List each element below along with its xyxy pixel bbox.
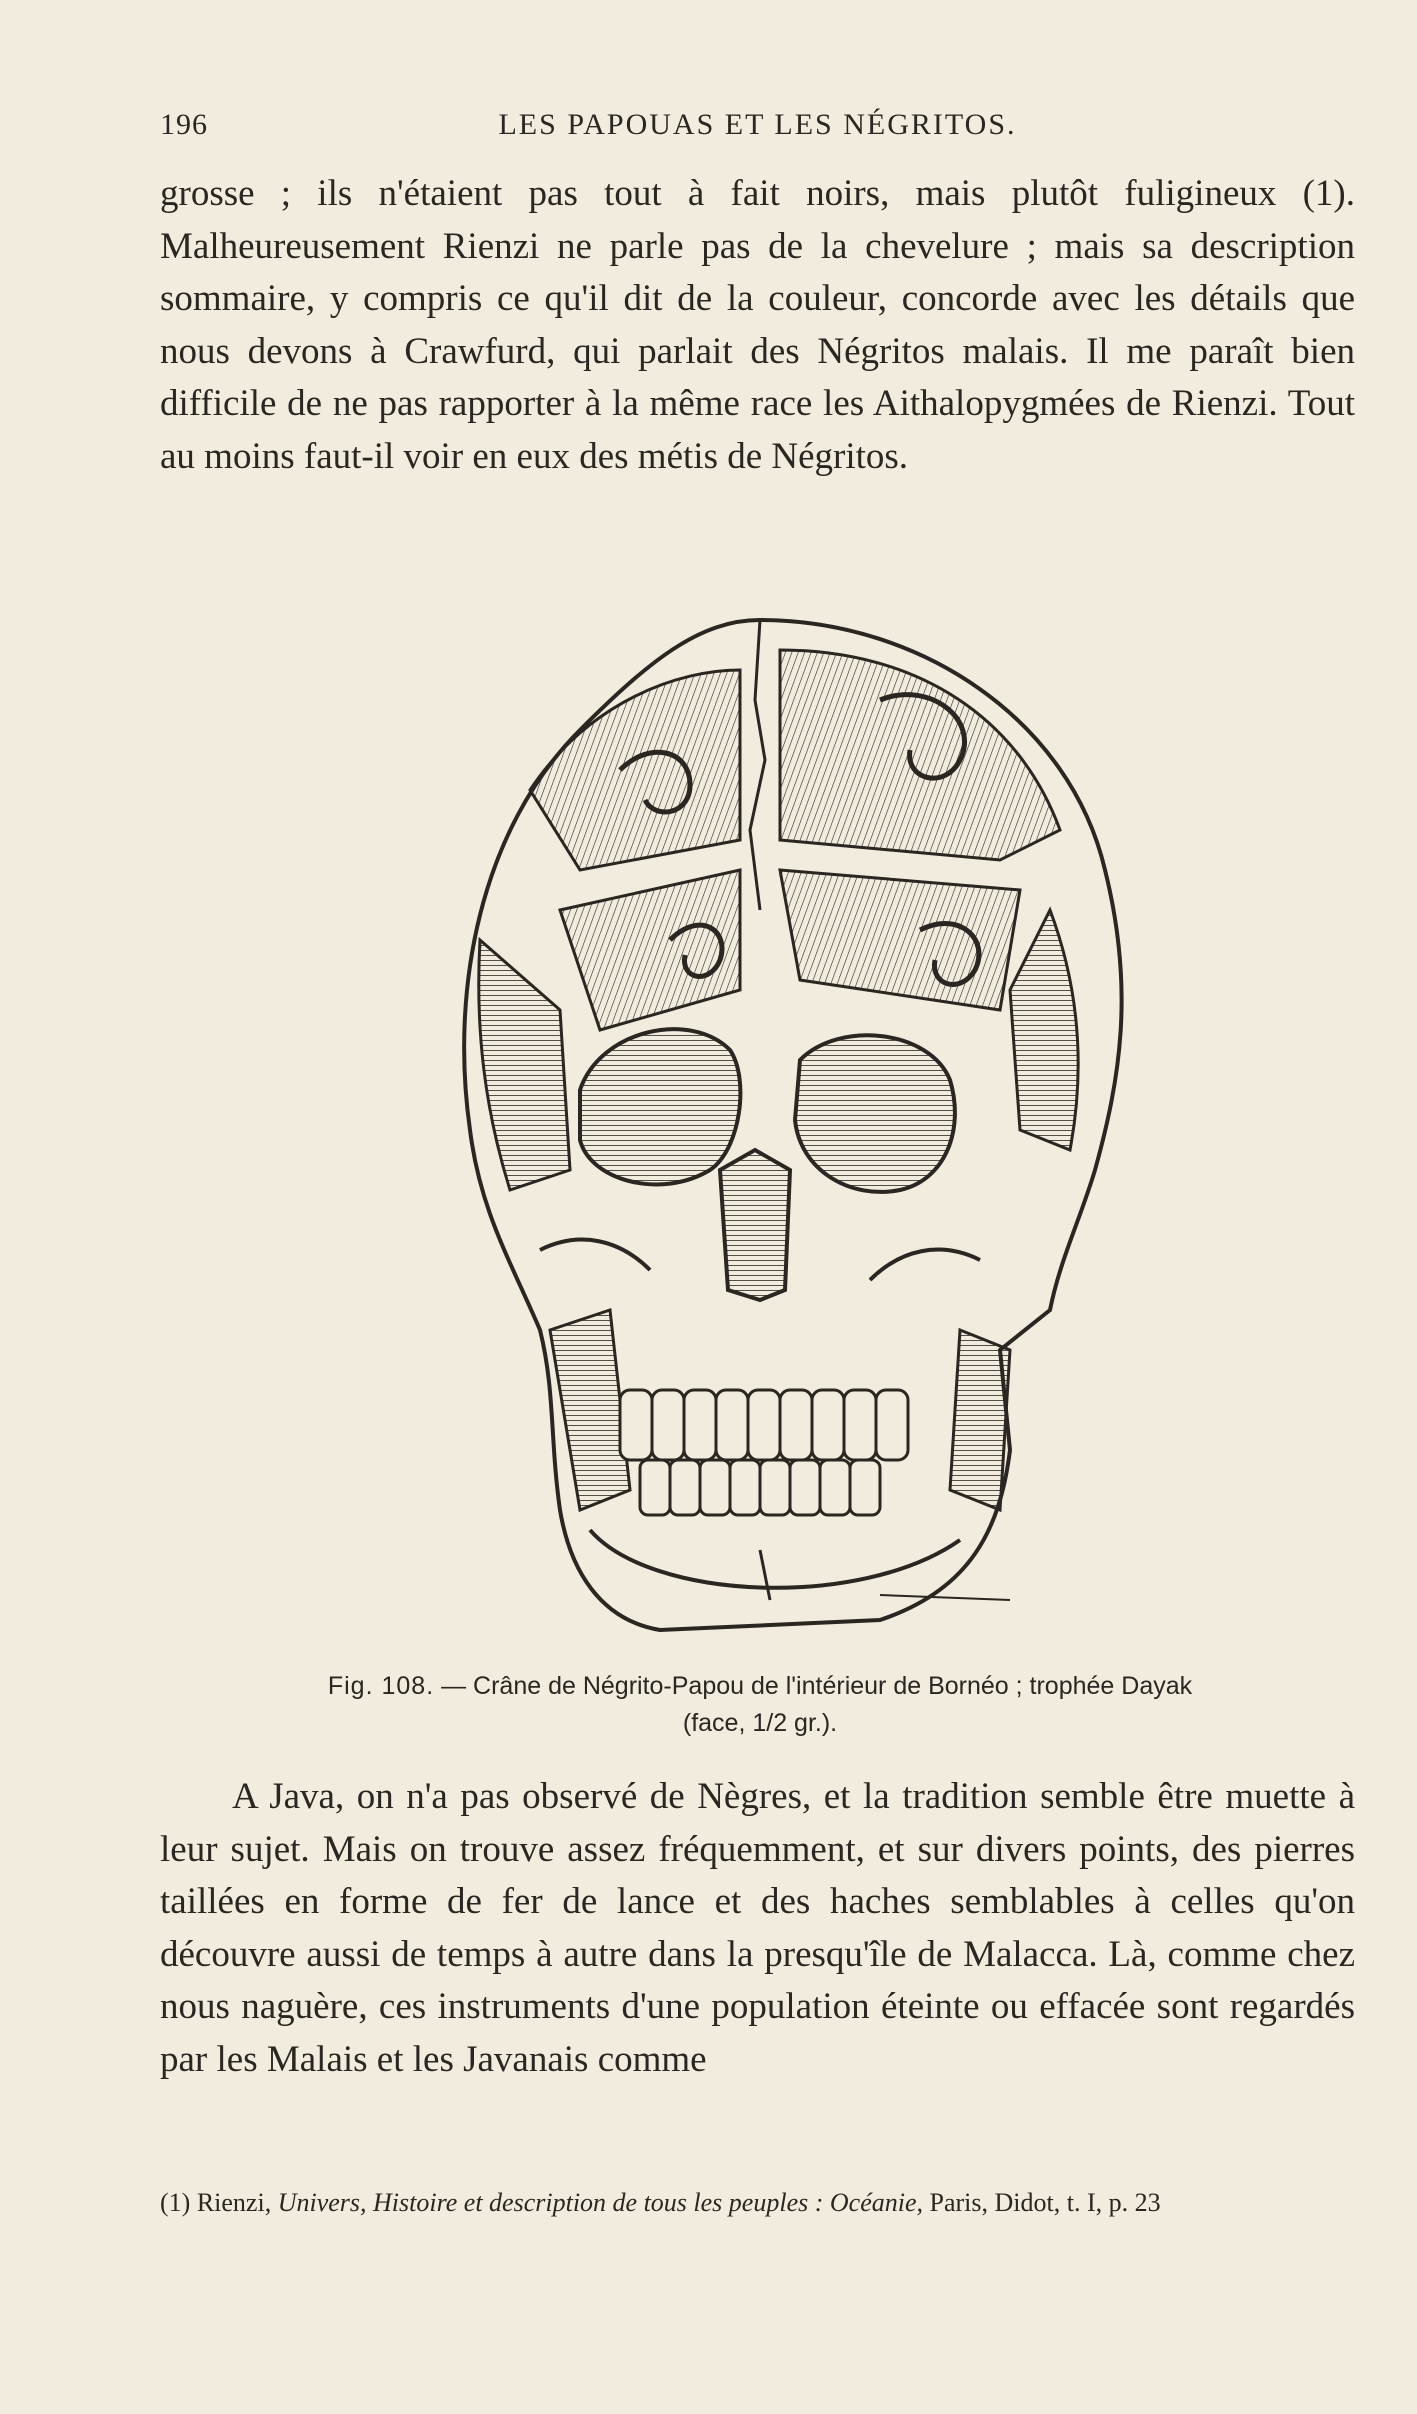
footnote bbox=[160, 2184, 1355, 2222]
skull-engraving bbox=[360, 610, 1160, 1660]
paragraph-text: A Java, on n'a pas observé de Nègres, et la tradition semble être muette à leur sujet. Mais on trouve assez fréquemment, et sur divers points, des pierres taillées en forme de fer de lance et des haches semblables à celles qu'on découvre aussi de temps à autre dans la presqu'île de Malacca. Là, comme chez nous naguère, ces instruments d'une population éteinte ou effacée sont regardés par les Malais et les Javanais comme bbox=[160, 1776, 1355, 2080]
running-title: LES PAPOUAS ET LES NÉGRITOS. bbox=[498, 108, 1017, 141]
figure-caption bbox=[200, 1668, 1320, 1742]
footnote-marker: (1) bbox=[160, 2188, 191, 2217]
paragraph bbox=[160, 1771, 1355, 2086]
footnote-publication: Paris, Didot, t. I, p. 23 bbox=[929, 2188, 1161, 2217]
page-number: 196 bbox=[160, 108, 208, 141]
skull-illustration bbox=[360, 610, 1160, 1660]
footnote-author: Rienzi, bbox=[196, 2188, 272, 2217]
paragraph-continued bbox=[160, 168, 1355, 483]
caption-text: — Crâne de Négrito-Papou de l'intérieur de Bornéo ; trophée Dayak bbox=[441, 1672, 1193, 1700]
footnote-title-2: Histoire et description de tous les peuples : Océanie, bbox=[373, 2188, 924, 2217]
caption-line-1 bbox=[200, 1668, 1320, 1705]
figure-label: Fig. 108. bbox=[327, 1672, 435, 1700]
footnote-title-1: Univers, bbox=[277, 2188, 367, 2217]
footnote-text bbox=[160, 2184, 1355, 2222]
page-header bbox=[160, 108, 1355, 152]
caption-line-2: (face, 1/2 gr.). bbox=[682, 1709, 838, 1737]
paragraph-text: grosse ; ils n'étaient pas tout à fait noirs, mais plutôt fuligineux (1). Malheureusement Rienzi ne parle pas de la chevelure ; mais sa description sommaire, y compris ce qu'il dit de la couleur, concorde avec les détails que nous devons à Crawfurd, qui parlait des Négritos malais. Il me paraît bien difficile de ne pas rapporter à la même race les Aithalopygmées de Rienzi. Tout au moins faut-il voir en eux des métis de Négritos. bbox=[160, 173, 1355, 477]
